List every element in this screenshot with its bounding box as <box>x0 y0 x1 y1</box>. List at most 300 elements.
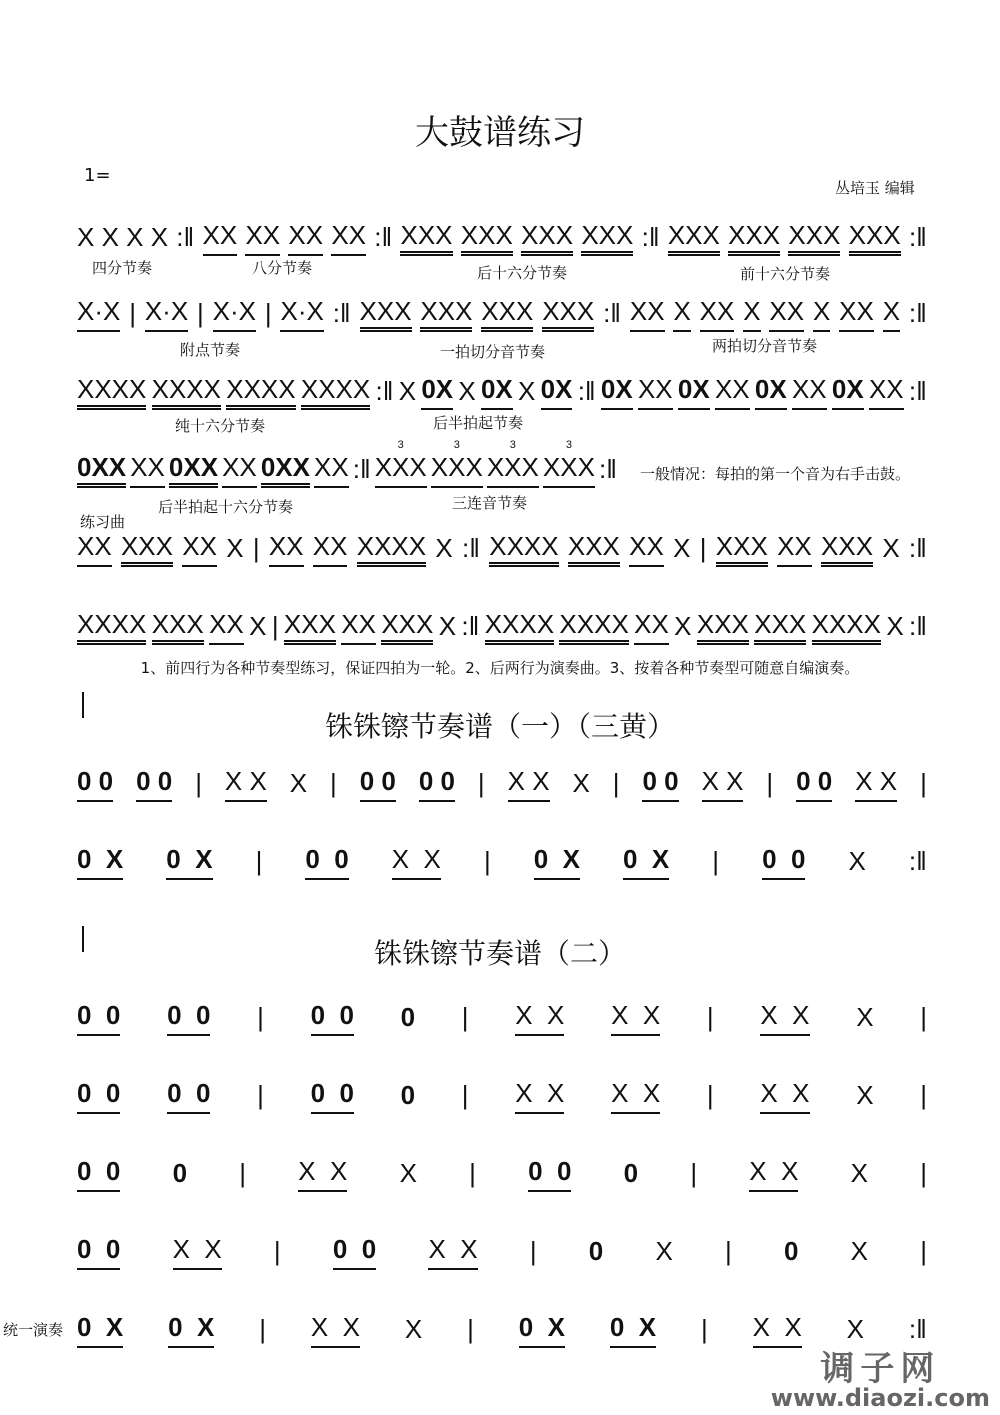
note-text: X X <box>701 766 744 796</box>
note-text: 0X <box>600 374 633 404</box>
barline <box>920 1082 927 1114</box>
note-text: XXXX <box>77 374 147 404</box>
barline <box>374 224 392 256</box>
note-group <box>401 1004 415 1036</box>
label: 前十六分节奏 <box>740 265 831 283</box>
note-text: X·X <box>144 296 189 326</box>
barline <box>603 300 621 332</box>
note-group <box>489 533 558 567</box>
note-group <box>401 1082 415 1114</box>
note-group <box>847 1316 864 1348</box>
note-text: 0 0 <box>359 766 396 796</box>
note-text: XXX <box>481 296 534 326</box>
note-text: XXX <box>788 220 841 250</box>
note-group <box>813 298 830 332</box>
note-group <box>311 1314 360 1348</box>
note-group <box>357 533 426 567</box>
note-text: :‖ <box>375 376 394 406</box>
note-group <box>610 1314 656 1348</box>
note-group <box>528 1158 571 1192</box>
note-text: 0 0 <box>642 766 679 796</box>
note-text: :‖ <box>577 376 596 406</box>
note-text: | <box>766 768 774 798</box>
note-text: XX <box>629 296 665 326</box>
note-text: | <box>330 768 337 798</box>
note-group <box>559 611 628 645</box>
barline <box>766 770 773 802</box>
note-group <box>169 454 218 488</box>
note-group <box>439 613 456 645</box>
note-text: X <box>856 1002 874 1032</box>
note-text: | <box>699 533 707 563</box>
editor-credit: 丛培玉 编辑 <box>835 179 915 197</box>
notation-row <box>77 298 927 332</box>
note-group <box>360 298 412 332</box>
section2-title: 铢铢镲节奏谱（一）（三黄） <box>324 710 675 743</box>
note-group <box>209 611 244 645</box>
note-text: 0 X <box>623 844 670 874</box>
note-text: X <box>249 611 267 641</box>
barline <box>265 300 272 332</box>
note-text: 0 0 <box>796 766 833 796</box>
note-text: XXXX <box>489 531 559 561</box>
note-text: | <box>469 1158 476 1188</box>
note-text: 0 0 <box>136 766 173 796</box>
notation-row <box>77 222 927 256</box>
note-text: 0 <box>783 1236 799 1266</box>
note-text: XX <box>312 531 348 561</box>
note-group <box>849 222 901 256</box>
note-text: 0 0 <box>77 1234 121 1264</box>
watermark-logo <box>770 1349 990 1412</box>
barline <box>274 1238 281 1270</box>
note-text: XXX <box>460 220 513 250</box>
note-text: XX <box>634 609 669 639</box>
note-text: XX <box>331 220 367 250</box>
note-group <box>883 298 900 332</box>
note-group <box>77 1080 120 1114</box>
barline <box>257 1004 264 1036</box>
note-text: :‖ <box>462 533 480 563</box>
barline <box>478 770 485 802</box>
note-group <box>642 768 678 802</box>
note-text: XX <box>769 296 805 326</box>
barline <box>920 1004 927 1036</box>
note-group <box>77 1314 123 1348</box>
notation-row <box>77 611 927 645</box>
note-group <box>629 533 664 567</box>
notation-row <box>77 1158 927 1192</box>
barline <box>461 613 479 645</box>
note-group <box>856 1082 873 1114</box>
note-group <box>792 376 827 410</box>
barline <box>239 1160 246 1192</box>
note-text: :‖ <box>332 298 351 328</box>
note-text: X <box>743 296 761 326</box>
note-group <box>130 454 165 488</box>
note-text: XXX <box>430 452 483 482</box>
note-text: | <box>920 1002 927 1032</box>
note-group <box>623 846 669 880</box>
note-text: 0 X <box>609 1312 657 1342</box>
triplet-mark: 3 <box>453 439 460 451</box>
note-text: XXX <box>521 220 574 250</box>
key-signature: 1= <box>84 165 111 186</box>
section3-title: 铢铢镲节奏谱（二） <box>373 937 626 970</box>
note-text: | <box>271 611 279 641</box>
note-group <box>630 298 665 332</box>
note-group <box>788 222 840 256</box>
note-group <box>77 224 168 256</box>
note-text: XX <box>288 220 324 250</box>
note-text: X <box>850 1158 868 1188</box>
note-text: XX <box>714 374 750 404</box>
note-group <box>225 768 267 802</box>
label: 后十六分节奏 <box>477 264 568 282</box>
note-text: X X X X <box>77 222 169 252</box>
note-text: XXX <box>381 609 434 639</box>
note-text: :‖ <box>374 222 393 252</box>
note-text: X <box>404 1314 423 1344</box>
note-text: X X <box>298 1156 348 1186</box>
barline <box>333 300 351 332</box>
note-group <box>508 768 550 802</box>
note-text: 0 0 <box>332 1234 377 1264</box>
barline <box>712 848 719 880</box>
note-text: 0 <box>400 1002 416 1032</box>
note-group <box>360 768 396 802</box>
note-text: | <box>259 1314 267 1344</box>
barline <box>484 848 491 880</box>
note-text: XX <box>130 452 165 482</box>
note-group <box>515 1002 564 1036</box>
note-group <box>601 376 633 410</box>
note-group <box>541 376 573 410</box>
note-text: XXX <box>542 452 595 482</box>
note-text: XXXX <box>484 609 555 639</box>
note-group <box>851 1238 868 1270</box>
note-group <box>749 1158 798 1192</box>
barline <box>707 1004 714 1036</box>
note-text: | <box>467 1314 474 1344</box>
note-group <box>754 611 806 645</box>
triplet-mark: 3 <box>509 439 516 451</box>
note-text: XXXX <box>151 374 221 404</box>
note-group <box>673 298 690 332</box>
note-text: X X <box>611 1000 661 1030</box>
note-group <box>821 533 873 567</box>
note-text: X <box>226 533 244 563</box>
note-text: X <box>848 846 866 876</box>
note-text: | <box>690 1158 698 1188</box>
note-group <box>314 454 349 488</box>
note-text: :‖ <box>908 533 927 563</box>
note-group <box>313 533 348 567</box>
note-text: XXXX <box>300 374 371 404</box>
note-text: :‖ <box>176 222 195 252</box>
note-text: X <box>846 1314 865 1344</box>
note-text: XX <box>314 452 349 482</box>
note-group <box>428 1236 477 1270</box>
note-text: XXXX <box>356 531 427 561</box>
note-group <box>572 770 589 802</box>
note-group <box>77 1236 120 1270</box>
notation-row <box>77 1236 927 1270</box>
note-text: 0 0 <box>305 844 349 874</box>
note-group <box>855 768 897 802</box>
note-group <box>400 222 452 256</box>
note-text: X X <box>172 1234 222 1264</box>
barline <box>909 378 927 410</box>
note-text: XXX <box>821 531 874 561</box>
note-text: 0X <box>480 374 513 404</box>
note-text: X <box>882 533 900 563</box>
label: 附点节奏 <box>180 341 241 359</box>
note-text: 0 X <box>77 1312 124 1342</box>
note-group <box>430 439 483 488</box>
note-group <box>886 613 903 645</box>
note-group <box>851 1160 868 1192</box>
barline <box>195 770 202 802</box>
barline <box>272 613 279 645</box>
note-group <box>280 298 323 332</box>
note-text: 0 0 <box>77 766 114 796</box>
note-text: 0X <box>754 374 787 404</box>
note-group <box>481 298 533 332</box>
note-text: XXXX <box>226 374 296 404</box>
note-text: 0 X <box>166 844 213 874</box>
note-group <box>245 222 280 256</box>
note-group <box>674 613 691 645</box>
note-group <box>77 768 113 802</box>
note-text: | <box>264 298 272 328</box>
triplet-mark: 3 <box>565 439 572 451</box>
note-text: X <box>438 611 457 641</box>
note-group <box>77 1158 120 1192</box>
note-text: XXX <box>728 220 781 250</box>
note-text: XXX <box>120 531 173 561</box>
note-text: XX <box>268 531 304 561</box>
note-text: 0XX <box>260 452 310 482</box>
note-text: XX <box>182 531 217 561</box>
note-group <box>521 222 573 256</box>
note-group <box>655 1238 672 1270</box>
note-group <box>298 1158 347 1192</box>
note-text: 0XX <box>168 452 219 482</box>
note-text: 0 X <box>168 1312 215 1342</box>
note-text: XX <box>637 374 673 404</box>
note-group <box>261 454 310 488</box>
note-group <box>519 1314 565 1348</box>
note-group <box>784 1238 798 1270</box>
note-text: | <box>477 768 485 798</box>
note-text: XXX <box>400 220 453 250</box>
note-text: XXX <box>715 531 768 561</box>
note-group <box>77 533 112 567</box>
note-group <box>341 611 376 645</box>
note-group <box>832 376 864 410</box>
note-text: XX <box>341 609 376 639</box>
notation-row <box>77 439 617 488</box>
note-text: XXX <box>667 220 720 250</box>
note-group <box>77 454 126 488</box>
note-text: X <box>856 1080 874 1110</box>
note-text: 0 0 <box>167 1078 211 1108</box>
note-text: | <box>920 1158 927 1188</box>
note-text: X <box>458 376 476 406</box>
note-text: 0 0 <box>418 766 455 796</box>
note-group <box>849 848 866 880</box>
note-group <box>638 376 673 410</box>
note-group <box>702 768 744 802</box>
note-text: XXX <box>848 220 901 250</box>
unison-label: 统一演奏 <box>3 1321 64 1339</box>
note-text: | <box>129 298 136 328</box>
note-group <box>762 846 805 880</box>
label: 一拍切分音节奏 <box>440 343 546 361</box>
note-group <box>481 376 513 410</box>
note-text: X X <box>507 766 550 796</box>
note-text: :‖ <box>908 376 927 406</box>
note-text: | <box>920 1080 927 1110</box>
note-group <box>700 298 735 332</box>
note-text: X·X <box>77 296 121 326</box>
barline <box>920 1160 927 1192</box>
note-group <box>697 611 749 645</box>
note-text: 0 <box>623 1158 639 1188</box>
note-text: XXXX <box>811 609 881 639</box>
note-text: | <box>612 768 620 798</box>
note-group <box>743 298 760 332</box>
label: 两拍切分音节奏 <box>712 337 818 355</box>
note-group <box>166 846 212 880</box>
note-text: 0 0 <box>77 1000 121 1030</box>
note-group <box>760 1080 809 1114</box>
barline <box>462 1082 469 1114</box>
note-group <box>856 1004 873 1036</box>
note-group <box>374 439 427 488</box>
note-group <box>611 1002 660 1036</box>
watermark-url: www.diaozi.com <box>770 1384 990 1412</box>
note-text: XX <box>209 609 244 639</box>
barline <box>256 848 263 880</box>
note-group <box>173 1160 187 1192</box>
note-text: XXX <box>486 452 539 482</box>
note-text: :‖ <box>908 1314 927 1344</box>
barline <box>353 456 371 488</box>
note-text: 0X <box>831 374 864 404</box>
note-group <box>542 439 595 488</box>
label: 后半拍起节奏 <box>433 414 524 432</box>
barline <box>376 378 394 410</box>
note-group <box>167 1002 210 1036</box>
note-group <box>769 298 804 332</box>
note-text: | <box>529 1236 537 1266</box>
barline <box>700 535 707 567</box>
note-group <box>311 1080 354 1114</box>
note-text: XX <box>222 452 257 482</box>
note-group <box>882 535 899 567</box>
note-text: X·X <box>280 296 324 326</box>
note-text: | <box>712 846 720 876</box>
note-group <box>461 222 513 256</box>
note-text: | <box>257 1080 264 1110</box>
note-text: X <box>572 768 590 798</box>
note-group <box>226 535 243 567</box>
note-text: X <box>289 768 308 798</box>
note-text: XXX <box>581 220 634 250</box>
note-text: XXX <box>359 296 412 326</box>
note-group <box>249 613 266 645</box>
barline <box>599 456 617 488</box>
note-group <box>288 222 323 256</box>
barline <box>259 1316 266 1348</box>
barline <box>462 535 480 567</box>
note-group <box>485 611 554 645</box>
note-text: 0 0 <box>310 1078 354 1108</box>
note-group <box>668 222 720 256</box>
note-group <box>420 298 472 332</box>
note-text: X X <box>391 844 441 874</box>
note-text: 0 <box>588 1236 604 1266</box>
note-text: | <box>461 1080 469 1110</box>
note-text: :‖ <box>352 454 371 484</box>
note-text: 0 0 <box>77 1156 121 1186</box>
barline <box>530 1238 537 1270</box>
notation-row <box>77 1314 927 1348</box>
note-group <box>392 846 441 880</box>
barline <box>920 1238 927 1270</box>
note-group <box>405 1316 422 1348</box>
note-group <box>812 611 881 645</box>
note-text: | <box>701 1314 708 1344</box>
note-group <box>755 376 787 410</box>
note-text: XXXX <box>559 609 629 639</box>
note-group <box>77 611 146 645</box>
note-text: X X <box>310 1312 361 1342</box>
note-text: X <box>882 296 901 326</box>
barline <box>129 300 136 332</box>
note-group <box>589 1238 603 1270</box>
barline <box>909 613 927 645</box>
note-text: 0 0 <box>77 1078 121 1108</box>
label: 练习曲 <box>80 513 126 531</box>
note-group <box>136 768 172 802</box>
note-text: XXX <box>283 609 336 639</box>
note-text: :‖ <box>603 298 622 328</box>
note-text: X X <box>749 1156 799 1186</box>
note-group <box>333 1236 376 1270</box>
note-group <box>435 535 452 567</box>
note-group <box>400 1160 417 1192</box>
note-text: X <box>398 376 417 406</box>
note-text: | <box>239 1158 247 1188</box>
note-text: :‖ <box>908 846 927 876</box>
barline <box>462 1004 469 1036</box>
note-group <box>284 611 336 645</box>
note-group <box>518 378 535 410</box>
note-text: X <box>673 533 691 563</box>
barline <box>197 300 204 332</box>
note-text: XX <box>202 220 238 250</box>
note-text: XX <box>699 296 735 326</box>
notation-row <box>77 1080 927 1114</box>
barline <box>725 1238 732 1270</box>
note-text: 0 0 <box>310 1000 354 1030</box>
note-group <box>678 376 710 410</box>
note-text: :‖ <box>908 222 927 252</box>
barline <box>909 848 927 880</box>
